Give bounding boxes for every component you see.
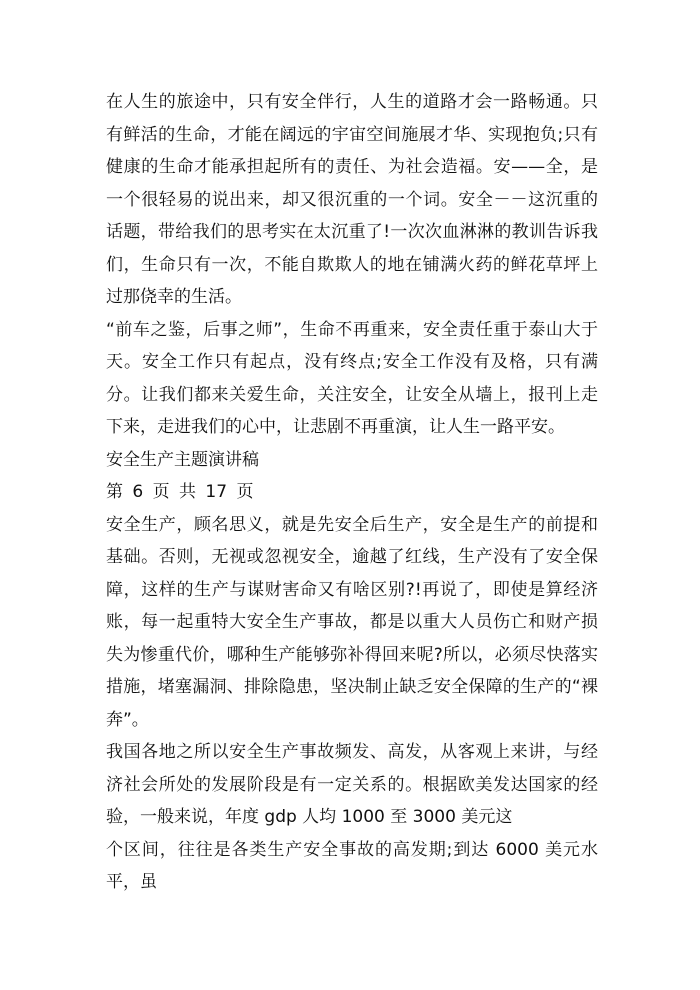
paragraph-accident-causes: 我国各地之所以安全生产事故频发、高发，从客观上来讲，与经济社会所处的发展阶段是有一定关系的。根据欧美发达国家的经验，一般来说，年度 gdp 人均 1000 至 3000 美元这: [106, 742, 598, 827]
paragraph-safety-production: 安全生产，顾名思义，就是先安全后生产，安全是生产的前提和基础。否则，无视或忽视安全，逾越了红线，生产没有了安全保障，这样的生产与谋财害命又有啥区别?!再说了，即使是算经济账，每一起重特大安全生产事故，都是以重大人员伤亡和财产损失为惨重代价，哪种生产能够弥补得回来呢?所以，必须尽快落实措施，堵塞漏洞、排除隐患，坚决制止缺乏安全保障的生产的“裸奔”。: [106, 514, 598, 730]
paragraph-safety-journey: 在人生的旅途中，只有安全伴行，人生的道路才会一路畅通。只有鲜活的生命，才能在阔远的宇宙空间施展才华、实现抱负;只有健康的生命才能承担起所有的责任、为社会造福。安——全，是一个很轻易的说出来，却又很沉重的一个词。安全－－这沉重的话题，带给我们的思考实在太沉重了!一次次血淋淋的教训告诉我们，生命只有一次，不能自欺欺人的地在铺满火药的鲜花草坪上过那侥幸的生活。: [106, 92, 598, 307]
section-title: 安全生产主题演讲稿: [106, 449, 259, 470]
page-indicator: 第 6 页 共 17 页: [106, 482, 254, 502]
paragraph-lessons-learned: “前车之鉴，后事之师”，生命不再重来，安全责任重于泰山大于天。安全工作只有起点，没有终点;安全工作没有及格，只有满分。让我们都来关爱生命，关注安全，让安全从墙上，报刊上走下来，走进我们的心中，让悲剧不再重演，让人生一路平安。: [106, 319, 598, 437]
document-body: [106, 86, 598, 899]
paragraph-continuation: 个区间，往往是各类生产安全事故的高发期;到达 6000 美元水平，虽: [106, 839, 598, 892]
